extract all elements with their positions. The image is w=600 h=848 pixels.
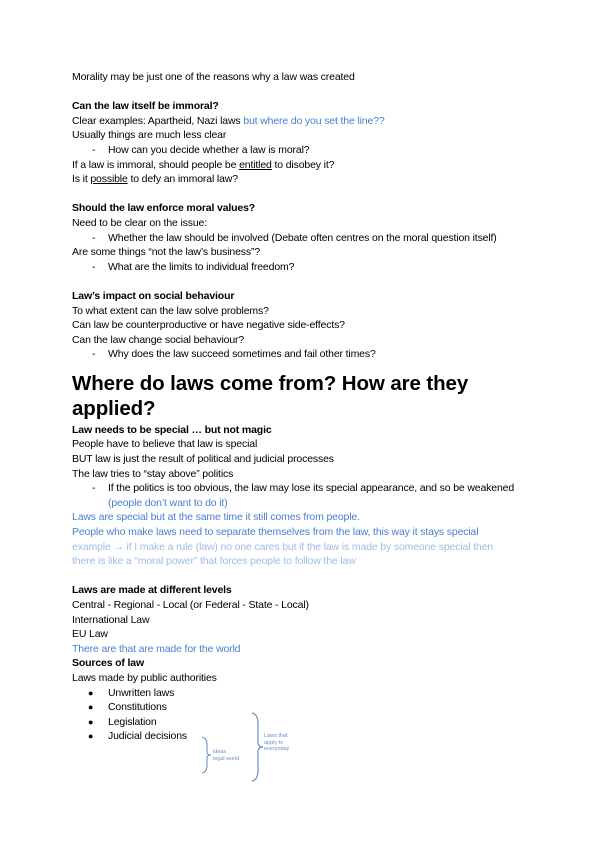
note-blue: (people don’t want to do it): [108, 496, 228, 509]
text-line: EU Law: [72, 628, 108, 641]
heading-enforce-moral: Should the law enforce moral values?: [72, 202, 256, 215]
text-line: If a law is immoral, should people be entitled to disobey it?: [72, 158, 335, 171]
text-line: People have to believe that law is special: [72, 438, 258, 451]
dash-item: - If the politics is too obvious, the law may lose its special appearance, and so be weakened (people don’t want to do it): [92, 482, 515, 509]
bullet-item: ● Legislation: [88, 715, 157, 728]
text-line: Need to be clear on the issue:: [72, 216, 208, 229]
text-line: Can law be counterproductive or have negative side-effects?: [72, 319, 345, 332]
text-line: Central - Regional - Local (or Federal - State - Local): [72, 599, 309, 611]
intro-line: Morality may be just one of the reasons why a law was created: [72, 71, 355, 83]
text-line: The law tries to “stay above” politics: [72, 467, 234, 480]
underlined-word: entitled: [239, 158, 272, 171]
small-brace-icon: [200, 736, 212, 774]
heading-law-immoral: Can the law itself be immoral?: [72, 100, 219, 113]
heading-levels: Laws are made at different levels: [72, 584, 232, 597]
heading-law-special: Law needs to be special … but not magic: [72, 423, 272, 436]
dash-item: - How can you decide whether a law is moral?: [92, 143, 310, 156]
underlined-word: possible: [90, 173, 128, 186]
page-title: Where do laws come from? How are they applied?: [72, 371, 469, 420]
document-page: [72, 70, 532, 744]
handwritten-note-large: Laws that apply to everyoday: [264, 733, 290, 752]
bullet-item: ● Unwritten laws: [88, 686, 175, 699]
dash-item: - What are the limits to individual freedom?: [92, 260, 295, 273]
note-lightblue: example → if I make a rule (law) no one cares but if the law is made by someone special then there is like a “moral power” that forces people to follow the law: [72, 540, 493, 568]
handwritten-note-small: ideas legal world: [213, 749, 240, 762]
text-line: To what extent can the law solve problems?: [72, 304, 269, 317]
text-line: Is it possible to defy an immoral law?: [72, 173, 238, 186]
dash-item: - Whether the law should be involved (Debate often centres on the moral question itself): [92, 231, 497, 244]
heading-sources: Sources of law: [72, 657, 145, 670]
text-line: Usually things are much less clear: [72, 129, 227, 142]
text-line: BUT law is just the result of political and judicial processes: [72, 453, 334, 466]
note-blue: People who make laws need to separate themselves from the law, this way it stays special: [72, 526, 479, 539]
bullet-item: ● Constitutions: [88, 701, 167, 714]
note-blue: Laws are special but at the same time it still comes from people.: [72, 511, 360, 524]
text-line: International Law: [72, 613, 150, 626]
large-brace-icon: [250, 712, 264, 782]
note-blue: but where do you set the line??: [243, 114, 385, 127]
text-line: Can the law change social behaviour?: [72, 333, 245, 346]
heading-social-behaviour: Law’s impact on social behaviour: [72, 289, 235, 302]
dash-item: - Why does the law succeed sometimes and fail other times?: [92, 348, 376, 361]
text-line: Are some things “not the law’s business”?: [72, 246, 261, 259]
text-line: Laws made by public authorities: [72, 671, 217, 684]
text-line: Clear examples: Apartheid, Nazi laws but where do you set the line??: [72, 114, 385, 127]
bullet-item: ● Judicial decisions: [88, 730, 188, 743]
note-blue: There are that are made for the world: [72, 642, 241, 655]
